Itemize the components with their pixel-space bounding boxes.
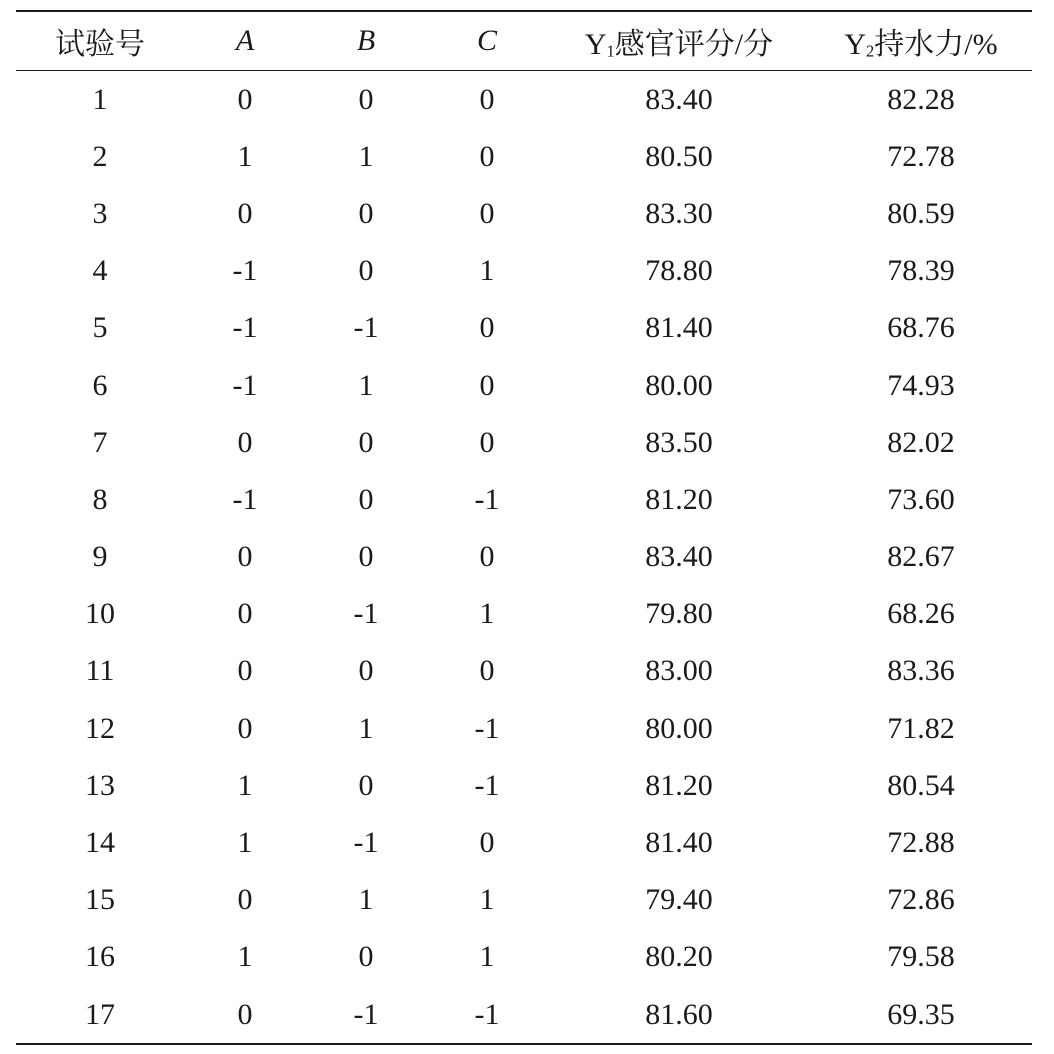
table-row: [16, 929, 1032, 986]
table-row: [16, 586, 1032, 643]
table-row: [16, 300, 1032, 357]
cell-trial-number: 11: [85, 654, 115, 688]
table-row: [16, 414, 1032, 471]
cell-factor-b: -1: [306, 986, 426, 1044]
cell-y1-sensory-score: 78.80: [645, 254, 713, 288]
table-row: [16, 243, 1032, 300]
cell-factor-a: 1: [237, 940, 253, 974]
cell-trial-number: 4: [92, 254, 108, 288]
cell-factor-b: 0: [358, 540, 374, 574]
cell-factor-a: 0: [237, 196, 253, 230]
cell-trial-number: 12: [85, 711, 115, 745]
cell-trial-number: 13: [85, 768, 115, 802]
cell-factor-b: 0: [358, 768, 374, 802]
cell-factor-c: -1: [474, 711, 500, 745]
cell-y2-water-holding: 82.02: [887, 425, 955, 459]
cell-y2-water-holding: 83.36: [887, 654, 955, 688]
cell-y2-water-holding: 72.86: [887, 883, 955, 917]
table-header: [16, 11, 1032, 71]
table-row: [16, 185, 1032, 242]
experiment-results-table: [16, 10, 1032, 1045]
cell-factor-a: 0: [237, 654, 253, 688]
cell-trial-number: 2: [92, 139, 108, 173]
cell-trial-number: 15: [85, 883, 115, 917]
cell-trial-number: 7: [92, 425, 108, 459]
cell-factor-b: 0: [358, 940, 374, 974]
cell-y1-sensory-score: 79.40: [645, 883, 713, 917]
cell-factor-b: 0: [358, 482, 374, 516]
cell-factor-c: 1: [479, 597, 495, 631]
y2-letter: Y: [844, 28, 867, 61]
cell-factor-c: 0: [479, 425, 495, 459]
cell-y2-water-holding: 69.35: [810, 986, 1032, 1044]
cell-y1-sensory-score: 79.80: [645, 597, 713, 631]
cell-factor-b: 0: [358, 654, 374, 688]
cell-factor-a: 0: [237, 540, 253, 574]
y2-subscript: 2: [866, 41, 875, 61]
cell-factor-a: 0: [237, 597, 253, 631]
cell-y1-sensory-score: 80.50: [645, 139, 713, 173]
cell-y1-sensory-score: 83.40: [645, 540, 713, 574]
cell-y2-water-holding: 78.39: [887, 254, 955, 288]
cell-trial-number: 17: [16, 986, 184, 1044]
cell-factor-a: -1: [232, 482, 258, 516]
table-row: [16, 71, 1032, 129]
cell-y1-sensory-score: 81.20: [645, 768, 713, 802]
cell-y1-sensory-score: 81.60: [548, 986, 810, 1044]
header-trial-number: 试验号: [16, 11, 184, 71]
header-factor-a: A: [184, 11, 306, 71]
cell-trial-number: 6: [92, 368, 108, 402]
cell-factor-b: 1: [358, 368, 374, 402]
cell-y2-water-holding: 79.58: [887, 940, 955, 974]
cell-factor-b: -1: [353, 826, 379, 860]
cell-factor-c: -1: [474, 768, 500, 802]
cell-factor-c: -1: [474, 482, 500, 516]
cell-factor-c: 0: [479, 311, 495, 345]
cell-y2-water-holding: 71.82: [887, 711, 955, 745]
cell-y1-sensory-score: 80.20: [645, 940, 713, 974]
header-factor-b: B: [306, 11, 426, 71]
cell-y2-water-holding: 82.28: [887, 82, 955, 116]
y1-label: 感官评分/分: [614, 28, 774, 61]
cell-factor-c: 1: [479, 254, 495, 288]
cell-factor-b: 1: [358, 711, 374, 745]
cell-y2-water-holding: 68.26: [887, 597, 955, 631]
cell-factor-a: -1: [232, 254, 258, 288]
cell-factor-a: -1: [232, 311, 258, 345]
data-table-container: [16, 10, 1032, 1045]
cell-factor-b: -1: [353, 311, 379, 345]
cell-factor-b: 1: [358, 883, 374, 917]
cell-factor-b: 0: [358, 425, 374, 459]
table-row: [16, 357, 1032, 414]
cell-trial-number: 10: [85, 597, 115, 631]
cell-trial-number: 5: [92, 311, 108, 345]
header-y2-water-holding: [810, 11, 1032, 71]
cell-factor-c: -1: [426, 986, 548, 1044]
table-row: [16, 986, 1032, 1044]
cell-factor-c: 0: [479, 196, 495, 230]
cell-y1-sensory-score: 80.00: [645, 711, 713, 745]
cell-factor-c: 0: [479, 139, 495, 173]
cell-y1-sensory-score: 83.50: [645, 425, 713, 459]
y1-letter: Y: [584, 28, 607, 61]
cell-factor-a: 0: [237, 425, 253, 459]
table-row: [16, 872, 1032, 929]
cell-factor-c: 1: [479, 940, 495, 974]
y1-subscript: 1: [606, 41, 615, 61]
cell-factor-a: 0: [237, 711, 253, 745]
table-row: [16, 643, 1032, 700]
cell-y2-water-holding: 73.60: [887, 482, 955, 516]
cell-y1-sensory-score: 81.40: [645, 826, 713, 860]
cell-trial-number: 14: [85, 826, 115, 860]
cell-y1-sensory-score: 81.20: [645, 482, 713, 516]
cell-factor-b: 1: [358, 139, 374, 173]
cell-trial-number: 16: [85, 940, 115, 974]
y2-label: 持水力/%: [874, 28, 998, 61]
table-row: [16, 128, 1032, 185]
table-row: [16, 529, 1032, 586]
table-body: [16, 71, 1032, 1045]
cell-factor-b: 0: [358, 254, 374, 288]
cell-factor-a: 0: [237, 883, 253, 917]
cell-y1-sensory-score: 83.30: [645, 196, 713, 230]
table-row: [16, 814, 1032, 871]
header-factor-c: C: [426, 11, 548, 71]
header-y1-sensory-score: [548, 11, 810, 71]
cell-factor-a: 1: [237, 139, 253, 173]
cell-factor-c: 0: [479, 368, 495, 402]
cell-factor-b: 0: [358, 196, 374, 230]
cell-y1-sensory-score: 81.40: [645, 311, 713, 345]
cell-trial-number: 1: [92, 82, 108, 116]
cell-factor-c: 0: [479, 82, 495, 116]
cell-factor-c: 0: [479, 540, 495, 574]
cell-factor-a: 0: [237, 82, 253, 116]
cell-factor-b: 0: [358, 82, 374, 116]
cell-y2-water-holding: 82.67: [887, 540, 955, 574]
cell-y2-water-holding: 68.76: [887, 311, 955, 345]
header-row: [16, 11, 1032, 71]
cell-y2-water-holding: 80.54: [887, 768, 955, 802]
cell-factor-c: 0: [479, 654, 495, 688]
cell-y1-sensory-score: 83.40: [645, 82, 713, 116]
table-row: [16, 700, 1032, 757]
cell-factor-c: 0: [479, 826, 495, 860]
cell-y2-water-holding: 72.78: [887, 139, 955, 173]
cell-y2-water-holding: 80.59: [887, 196, 955, 230]
table-row: [16, 757, 1032, 814]
cell-y1-sensory-score: 83.00: [645, 654, 713, 688]
cell-trial-number: 9: [92, 540, 108, 574]
cell-factor-a: -1: [232, 368, 258, 402]
cell-factor-a: 0: [184, 986, 306, 1044]
table-row: [16, 471, 1032, 528]
cell-factor-b: -1: [353, 597, 379, 631]
cell-y1-sensory-score: 80.00: [645, 368, 713, 402]
cell-trial-number: 3: [92, 196, 108, 230]
cell-y2-water-holding: 72.88: [887, 826, 955, 860]
cell-factor-a: 1: [237, 768, 253, 802]
cell-y2-water-holding: 74.93: [887, 368, 955, 402]
cell-factor-a: 1: [237, 826, 253, 860]
cell-trial-number: 8: [92, 482, 108, 516]
cell-factor-c: 1: [479, 883, 495, 917]
